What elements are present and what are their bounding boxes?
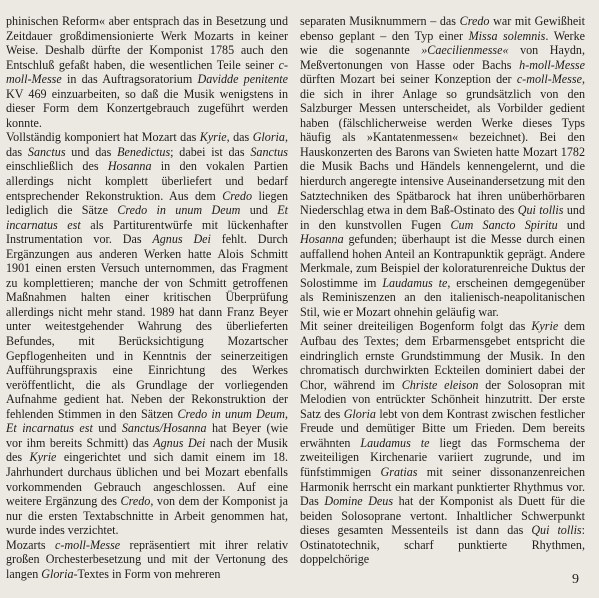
left-text-column xyxy=(6,14,288,581)
paragraph-5: Mit seiner dreiteiligen Bogenform folgt das Kyrie dem Aufbau des Textes; dem Erbarmensgebet entspricht die eindringlich ernste Grundstimmung der Musik. In den chromatisch durchwirkten Eckteilen dominiert dabei der Chor, während im Christe eleison der Solosopran mit Melodien von entrückter Schönheit hinzutritt. Der erste Satz des Gloria lebt von dem Kontrast zwischen festlicher Freude und demütiger Bitte um Frieden. Dem bereits erwähnten Laudamus te liegt das Formschema der zweiteiligen Kirchenarie variiert zugrunde, und im fünfstimmigen Gratias mit seiner dissonanzenreichen Harmonik herrscht ein markant punktierter Rhythmus vor. Das Domine Deus hat der Komponist als Duett für die beiden Solosoprane vertont. Inhaltlicher Schwerpunkt dieses gesamten Messenteils ist dann das Qui tollis: Ostinatotechnik, scharf punktierte Rhythmen, doppelchörige xyxy=(300,319,586,567)
paragraph-1: phinischen Reform« aber entsprach das in Besetzung und Zeitdauer großdimensionierte Werk Mozarts in keiner Weise. Deshalb dürfte der Komponist 1785 auch den Entschluß gefaßt haben, die wesentlichen Teile seiner c-moll-Messe in das Auftragsoratorium Davidde penitente KV 469 einzuarbeiten, so daß die Musik wenigstens in dieser Form dem Konzertgebrauch zugeführt werden konnte. xyxy=(6,14,288,130)
paragraph-2: Vollständig komponiert hat Mozart das Kyrie, das Gloria, das Sanctus und das Benedictus; dabei ist das Sanctus einschließlich des Hosanna in den vokalen Partien allerdings nicht komplett überliefert und bedarf entsprechender Rekonstruktion. Aus dem Credo liegen lediglich die Sätze Credo in unum Deum und Et incarnatus est als Partiturentwürfe mit lückenhafter Instrumentation vor. Das Agnus Dei fehlt. Durch Ergänzungen aus anderen Werken hatte Alois Schmitt 1901 einen ersten Versuch unternommen, das Fragment zu komplettieren; manche der von Schmitt getroffenen Maßnahmen halten einer kritischen Überprüfung allerdings nicht mehr stand. 1989 hat dann Franz Beyer unter weitestgehender Wahrung des überlieferten Befundes, mit Berücksichtigung Mozartscher Gepflogenheiten und in Kenntnis der seinerzeitigen Aufführungspraxis eine Einrichtung des Werkes veröffentlicht, die als Grundlage der vorliegenden Aufnahme gedient hat. Neben der Rekonstruktion der fehlenden Stimmen in den Sätzen Credo in unum Deum, Et incarnatus est und Sanctus/Hosanna hat Beyer (wie vor ihm bereits Schmitt) das Agnus Dei nach der Musik des Kyrie eingerichtet und sich damit einem im 18. Jahrhundert durchaus üblichen und bei Mozart ebenfalls vorkommenden Gebrauch angeschlossen. Auf eine weitere Ergänzung des Credo, von dem der Komponist ja nur die ersten Textabschnitte in Arbeit genommen hat, wurde indes verzichtet. xyxy=(6,130,289,538)
paragraph-3: Mozarts c-moll-Messe repräsentiert mit ihrer relativ großen Orchesterbesetzung und mit der Vertonung des langen Gloria-Textes in Form von mehreren xyxy=(6,537,288,581)
paragraph-4: separaten Musiknummern – das Credo war mit Gewißheit ebenso geplant – den Typ einer Missa solemnis. Werke wie die sogenannte »Caecilienmesse« von Haydn, Meßvertonungen von Hasse oder Bachs h-moll-Messe dürften Mozart bei seiner Konzeption der c-moll-Messe, die sich in ihrer Anlage so grundsätzlich von den Salzburger Messen unterscheidet, als Vorbilder gedient haben (fälschlicherweise werden Werke dieses Typs häufig als »Kantatenmessen« bezeichnet). Bei den Hauskonzerten des Barons van Swieten hatte Mozart 1782 die Musik Bachs und Händels kennengelernt, und die hierdurch angeregte intensive Auseinandersetzung mit den Satztechniken des Spätbarock hat ihren unüberhörbaren Niederschlag etwa in dem Baß-Ostinato des Qui tollis und in den kunstvollen Fugen Cum Sancto Spiritu und Hosanna gefunden; überhaupt ist die Messe durch einen auffallend hohen Anteil an Kontrapunktik geprägt. Andere Merkmale, zum Beispiel der koloraturenreiche Duktus der Solostimme im Laudamus te, erscheinen demgegenüber als Reminiszenzen an den italienisch-neapolitanischen Stil, wie er Mozart ohnehin geläufig war. xyxy=(300,14,586,319)
right-text-column xyxy=(300,14,585,567)
page-number: 9 xyxy=(572,572,579,587)
